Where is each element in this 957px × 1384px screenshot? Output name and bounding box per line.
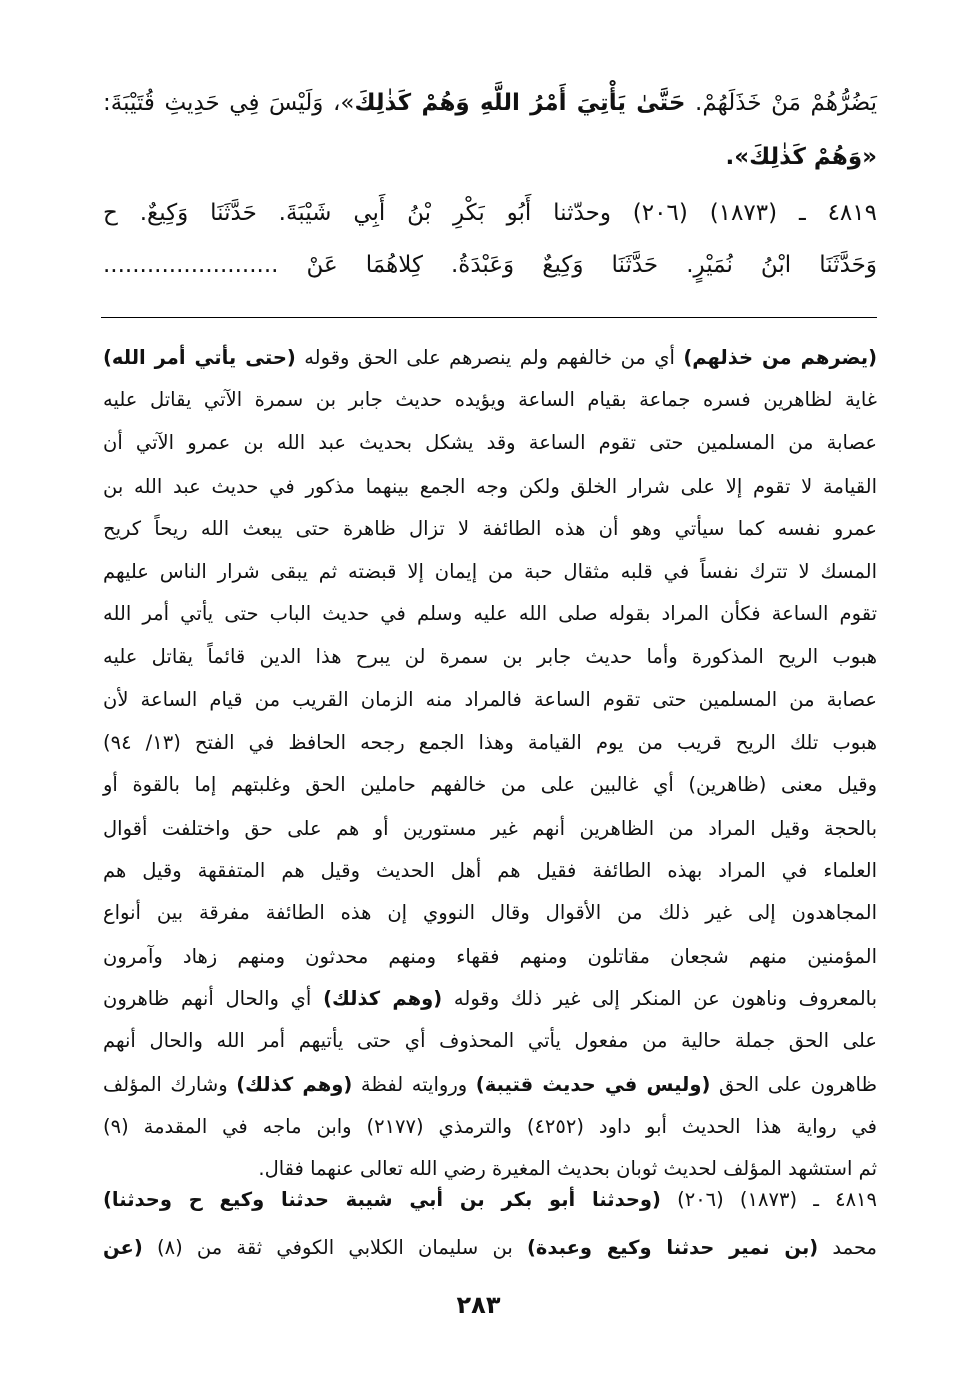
commentary-line [103,893,877,933]
text-segment: ٤٨١٩ ـ (١٨٧٣) (٢٠٦) [660,1188,878,1211]
commentary-line [103,423,877,463]
text-segment: عمرو نفسه كما سيأتي وهو أن هذه الطائفة لا تزال ظاهرة حتى يبعث الله ريحاً كريح [103,517,877,540]
commentary-line [103,809,877,849]
commentary-line [103,509,877,549]
text-segment: المسك لا تترك نفساً في قلبه مثقال حبة من إيمان إلا قبضته ثم يبقى شرار الناس عليهم [103,560,877,583]
text-segment: وَحَدَّثَنَا ابْنُ نُمَيْرٍ. حَدَّثَنَا وَكِيعٌ وَعَبْدَةُ. كِلاهُمَا عَنْ ........................ [103,252,877,278]
text-segment: بالمعروف وناهون عن المنكر إلى غير ذلك وقوله [442,987,878,1010]
text-segment: عصابة من المسلمين حتى تقوم الساعة فالمراد منه الزمان القريب من قيام الساعة لأن [103,688,877,711]
separator-rule [101,317,877,318]
commentary-line [103,1065,877,1105]
commentary-line [103,937,877,977]
bold-text-segment: (وحدثنا أبو بكر بن أبي شيبة حدثنا وكيع ح وحدثنا) [103,1188,661,1211]
commentary-line [103,979,877,1019]
commentary-line [103,637,877,677]
page-number: ٢٨٣ [456,1291,501,1319]
text-segment: تقوم الساعة فكأن المراد بقوله صلى الله عليه وسلم في حديث الباب حتى يأتي أمر الله [103,602,877,625]
text-segment: بن سليمان الكلابي الكوفي ثقة من (٨) [142,1236,527,1259]
next-hadith-line [103,1180,877,1220]
commentary-line [103,1107,877,1147]
main-text-line [103,83,877,123]
text-segment: أي والحال أنهم ظاهرون [103,987,324,1010]
text-segment: وقيل معنى (ظاهرين) أي غالبين على من خالفهم حاملين الحق وغلبتهم إما بالقوة أو [103,773,877,796]
bold-text-segment: (عن [103,1236,143,1259]
main-text-line [103,193,877,233]
bold-text-segment: (بن نمير حدثنا وكيع وعبدة) [526,1236,819,1259]
text-segment: في رواية هذا الحديث أبو داود (٤٢٥٢) والترمذي (٢١٧٧) وابن ماجه في المقدمة (٩) [103,1115,877,1138]
text-segment: غاية لظاهرين فسره جماعة بقيام الساعة ويؤيده حديث جابر بن سمرة الآتي يقاتل عليه [103,388,877,411]
bold-text-segment: (يضرهم من خذلهم) [683,346,877,369]
bold-text-segment: (وهم كذلك) [236,1073,353,1096]
commentary-line [103,594,877,634]
commentary-line [103,467,877,507]
commentary-line [103,338,877,378]
bold-text-segment: حَتَّىٰ يَأْتِيَ أَمْرُ اللَّهِ وَهُمْ كَذٰلِكَ [354,90,686,116]
text-segment: هبوب تلك الريح قريب من يوم القيامة وهذا الجمع رجحه الحافظ في الفتح (١٣/ ٩٤) [103,731,877,754]
text-segment: وشارك المؤلف [103,1073,237,1096]
text-segment: المجاهدون إلى غير ذلك من الأقوال وقال النووي إن هذه الطائفة مفرقة بين أنواع [103,901,877,924]
bold-text-segment: «وَهُمْ كَذٰلِكَ». [725,144,877,170]
text-segment: »، وَلَيْسَ فِي حَدِيثِ قُتَيْبَةَ: [103,90,355,116]
text-segment: المؤمنين منهم شجعان مقاتلون ومنهم فقهاء ومنهم محدثون ومنهم زهاد وآمرون [103,945,877,968]
text-segment: ٤٨١٩ ـ (١٨٧٣) (٢٠٦) وحدّثنا أَبُو بَكْرِ بْنُ أَبِي شَيْبَةَ. حَدَّثَنَا وَكِيعٌ. ح [103,200,877,226]
next-hadith-line [103,1228,877,1268]
text-segment: على الحق جملة حالية من مفعول يأتي المحذوف أي حتى يأتيهم أمر الله والحال أنهم [103,1029,877,1052]
text-segment: محمد [818,1236,877,1259]
text-segment: بالحجة وقيل المراد من الظاهرين أنهم غير مستورين أو هم على حق واختلفت أقوال [103,817,877,840]
commentary-line [103,1021,877,1061]
bold-text-segment: (حتى يأتي أمر الله) [103,346,296,369]
text-segment: هبوب الريح المذكورة وأما حديث جابر بن سمرة لن يبرح هذا الدين قائماً يقاتل عليه [103,645,877,668]
bold-text-segment: (وهم كذلك) [323,987,443,1010]
main-text-line [103,137,877,177]
main-text-line [103,245,877,285]
commentary-line [103,723,877,763]
commentary-line [103,552,877,592]
commentary-line [103,380,877,420]
commentary-line [103,765,877,805]
text-segment: أي من خالفهم ولم ينصرهم على الحق وقوله [295,346,684,369]
text-segment: ظاهرون على الحق [710,1073,878,1096]
bold-text-segment: (وليس في حديث قتيبة) [475,1073,711,1096]
text-segment: وروايته لفظة [352,1073,476,1096]
text-segment: القيامة لا تقوم إلا على شرار الخلق ولكن وجه الجمع بينهما مذكور في حديث عبد الله بن [103,475,877,498]
text-segment: يَضُرُّهُمْ مَنْ خَذَلَهُمْ. [685,90,877,116]
text-segment: العلماء في المراد بهذه الطائفة فقيل هم أهل الحديث وقيل هم المتفقهة وقيل هم [103,859,877,882]
commentary-line [103,851,877,891]
text-segment: ثم استشهد المؤلف لحديث ثوبان بحديث المغيرة رضي الله تعالى عنهما فقال. [258,1157,877,1180]
commentary-line [103,680,877,720]
text-segment: عصابة من المسلمين حتى تقوم الساعة وقد يشكل بحديث عبد الله بن عمرو الآتي أن [103,431,877,454]
